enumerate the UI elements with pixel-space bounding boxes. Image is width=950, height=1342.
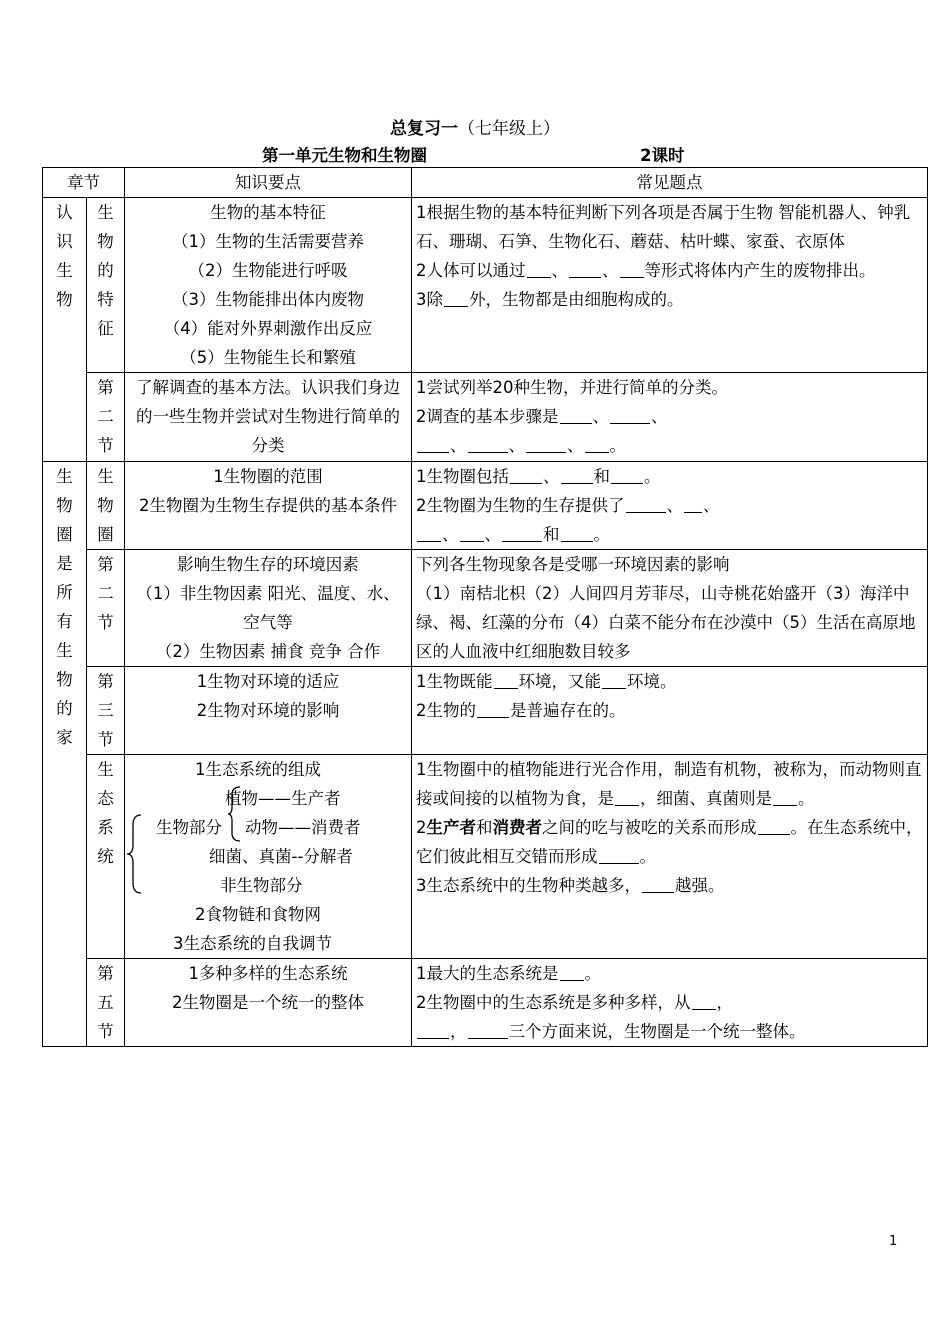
answer-blank	[494, 672, 518, 690]
knowledge-item: 1生物圈的范围	[213, 467, 323, 486]
document-title	[0, 114, 950, 139]
knowledge-item: （3）生物能排出体内废物	[172, 290, 364, 309]
question-text: 3除 外，生物都是由细胞构成的。	[416, 290, 684, 309]
vertical-char: 物	[56, 496, 73, 515]
section-name	[87, 550, 124, 637]
answer-blank	[527, 261, 551, 279]
question-text: 1尝试列举20种生物，并进行简单的分类。	[416, 378, 728, 397]
section-cell	[87, 373, 125, 462]
question-text: 、 、 和 。	[416, 520, 923, 549]
vertical-char: 生	[97, 467, 114, 486]
knowledge-item: 1生物对环境的适应	[196, 672, 340, 691]
section-name	[87, 755, 124, 871]
answer-blank	[684, 496, 702, 514]
questions-cell	[412, 550, 928, 667]
ecosystem-composition	[125, 755, 411, 958]
question-text: 2生物圈中的生态系统是多种多样，从 ，	[416, 993, 733, 1012]
questions-cell	[412, 959, 928, 1047]
knowledge-item: 影响生物生存的环境因素	[177, 555, 359, 574]
knowledge-cell: 了解调查的基本方法。认识我们身边的一些生物并尝试对生物进行简单的分类	[125, 373, 412, 462]
answer-blank	[417, 436, 449, 454]
table-row	[43, 667, 928, 755]
questions-cell	[412, 198, 928, 373]
answer-blank	[773, 789, 797, 807]
title-main: 总复习一	[390, 119, 458, 139]
knowledge-cell	[125, 550, 412, 667]
section-cell	[87, 462, 125, 550]
answer-blank	[561, 467, 593, 485]
question-text: 3生态系统中的生物种类越多， 越强。	[416, 876, 725, 895]
knowledge-item: 植物——生产者	[225, 789, 341, 808]
table-row	[43, 462, 928, 550]
vertical-char: 是	[56, 554, 73, 573]
answer-blank	[468, 436, 508, 454]
vertical-char: 第	[97, 555, 114, 574]
section-name	[87, 667, 124, 754]
vertical-char: 五	[97, 993, 114, 1012]
knowledge-item: 1多种多样的生态系统	[188, 964, 348, 983]
header-knowledge: 知识要点	[125, 168, 412, 198]
chapter2-name	[43, 462, 86, 752]
answer-blank	[611, 467, 643, 485]
vertical-char: 物	[56, 290, 73, 309]
vertical-char: 生	[56, 261, 73, 280]
question-text: 1根据生物的基本特征判断下列各项是否属于生物 智能机器人、钟乳石、珊瑚、石笋、生物化石、蘑菇、枯叶蝶、家蚕、衣原体	[416, 203, 911, 251]
vertical-char: 物	[56, 670, 73, 689]
knowledge-item: （1）非生物因素 阳光、温度、水、空气等	[136, 584, 400, 632]
answer-blank	[502, 525, 542, 543]
knowledge-item: 生物部分	[156, 818, 222, 837]
vertical-char: 统	[97, 847, 114, 866]
section-cell	[87, 959, 125, 1047]
vertical-char: 节	[97, 436, 114, 455]
vertical-char: 的	[56, 699, 73, 718]
chapter-cell-2	[43, 462, 87, 1047]
section-name	[87, 462, 124, 549]
answer-blank	[510, 467, 542, 485]
chapter-cell-1	[43, 198, 87, 462]
questions-cell	[412, 667, 928, 755]
questions-cell	[412, 755, 928, 959]
answer-blank	[642, 876, 674, 894]
question-text: 1最大的生态系统是 。	[416, 964, 601, 983]
unit-title: 第一单元生物和生物圈	[262, 146, 427, 165]
section-cell	[87, 755, 125, 959]
knowledge-cell	[125, 755, 412, 959]
question-text: 下列各生物现象各是受哪一环境因素的影响	[416, 555, 730, 574]
vertical-char: 的	[97, 261, 114, 280]
answer-blank	[626, 496, 666, 514]
vertical-char: 圈	[97, 525, 114, 544]
vertical-char: 节	[97, 1022, 114, 1041]
answer-blank	[585, 436, 609, 454]
answer-blank	[758, 818, 790, 836]
vertical-char: 所	[56, 583, 73, 602]
answer-blank	[417, 525, 441, 543]
answer-blank	[560, 964, 584, 982]
vertical-char: 特	[97, 290, 114, 309]
header-questions: 常见题点	[412, 168, 928, 198]
questions-cell	[412, 462, 928, 550]
knowledge-item: （4）能对外界刺激作出反应	[163, 319, 373, 338]
knowledge-item: （1）生物的生活需要营养	[172, 232, 364, 251]
answer-blank	[460, 525, 484, 543]
section-cell	[87, 667, 125, 755]
vertical-char: 节	[97, 613, 114, 632]
knowledge-cell	[125, 198, 412, 373]
answer-blank	[610, 407, 650, 425]
answer-blank	[526, 436, 566, 454]
answer-blank	[560, 407, 592, 425]
answer-blank	[602, 672, 626, 690]
vertical-char: 系	[97, 818, 114, 837]
outer-brace	[125, 813, 145, 895]
knowledge-cell	[125, 667, 412, 755]
answer-blank	[692, 993, 716, 1011]
vertical-char: 生	[56, 467, 73, 486]
vertical-char: 圈	[56, 525, 73, 544]
answer-blank	[561, 525, 593, 543]
knowledge-item: 动物——消费者	[245, 818, 361, 837]
questions-cell	[412, 373, 928, 462]
knowledge-item: 细菌、真菌--分解者	[209, 847, 353, 866]
title-grade: （七年级上）	[458, 119, 560, 139]
section-cell	[87, 550, 125, 667]
knowledge-item: 非生物部分	[220, 876, 303, 895]
vertical-char: 第	[97, 964, 114, 983]
knowledge-item: 1生态系统的组成	[195, 760, 321, 779]
vertical-char: 二	[97, 584, 114, 603]
knowledge-cell	[125, 959, 412, 1047]
vertical-char: 生	[56, 641, 73, 660]
vertical-char: 物	[97, 232, 114, 251]
question-text: （1）南桔北枳（2）人间四月芳菲尽，山寺桃花始盛开（3）海洋中绿、褐、红藻的分布（4）白菜不能分布在沙漠中（5）生活在高原地区的人血液中红细胞数目较多	[416, 584, 916, 661]
knowledge-item: （2）生物因素 捕食 竞争 合作	[155, 642, 381, 661]
knowledge-item: 3生态系统的自我调节	[173, 934, 332, 953]
knowledge-item: 2生物对环境的影响	[196, 701, 340, 720]
question-text: 、 、 、 。	[416, 431, 923, 460]
vertical-char: 第	[97, 672, 114, 691]
question-text: 2生产者和消费者之间的吃与被吃的关系而形成 。在生态系统中，它们彼此相互交错而形成 。	[416, 818, 923, 866]
page-number: 1	[889, 1234, 898, 1249]
vertical-char: 有	[56, 612, 73, 631]
answer-blank	[444, 290, 468, 308]
table-header-row	[43, 168, 928, 198]
knowledge-cell	[125, 462, 412, 550]
section-name	[87, 373, 124, 460]
question-text: ， 三个方面来说，生物圈是一个统一整体。	[416, 1017, 923, 1046]
answer-blank	[569, 261, 601, 279]
question-text: 1生物既能 环境，又能 环境。	[416, 672, 677, 691]
answer-blank	[477, 701, 509, 719]
answer-blank	[620, 261, 644, 279]
question-text: 1生物圈中的植物能进行光合作用，制造有机物，被称为，而动物则直接或间接的以植物为食，是 ，细菌、真菌则是 。	[416, 760, 922, 808]
vertical-char: 三	[97, 701, 114, 720]
question-text: 2生物圈为生物的生存提供了 、 、	[416, 496, 720, 515]
vertical-char: 物	[97, 496, 114, 515]
vertical-char: 节	[97, 730, 114, 749]
knowledge-item: 2生物圈为生物生存提供的基本条件	[139, 496, 397, 515]
table-row	[43, 959, 928, 1047]
answer-blank	[615, 789, 639, 807]
vertical-char: 家	[56, 728, 73, 747]
vertical-char: 征	[97, 319, 114, 338]
question-text: 2生物的 是普遍存在的。	[416, 701, 626, 720]
vertical-char: 生	[97, 203, 114, 222]
knowledge-item: （2）生物能进行呼吸	[188, 261, 348, 280]
section-name	[87, 198, 124, 343]
table-row	[43, 373, 928, 462]
answer-blank	[417, 1022, 449, 1040]
question-text: 2调查的基本步骤是 、 、	[416, 407, 668, 426]
knowledge-item: 2食物链和食物网	[195, 905, 321, 924]
vertical-char: 二	[97, 407, 114, 426]
chapter1-name	[43, 198, 86, 314]
knowledge-item: 生物的基本特征	[210, 203, 326, 222]
section-name	[87, 959, 124, 1046]
inner-brace	[226, 785, 244, 843]
table-row	[43, 198, 928, 373]
section-cell	[87, 198, 125, 373]
answer-blank	[599, 847, 639, 865]
question-text: 1生物圈包括 、 和 。	[416, 467, 661, 486]
class-hours: 2课时	[640, 146, 685, 165]
vertical-char: 认	[56, 203, 73, 222]
vertical-char: 生	[97, 760, 114, 779]
vertical-char: 识	[56, 232, 73, 251]
answer-blank	[468, 1022, 508, 1040]
review-table	[42, 167, 928, 1047]
header-chapter: 章节	[43, 168, 125, 198]
knowledge-item: （5）生物能生长和繁殖	[180, 348, 356, 367]
knowledge-item: 2生物圈是一个统一的整体	[172, 993, 364, 1012]
vertical-char: 态	[97, 789, 114, 808]
question-text: 2人体可以通过 、 、 等形式将体内产生的废物排出。	[416, 261, 876, 280]
table-row	[43, 755, 928, 959]
vertical-char: 第	[97, 378, 114, 397]
table-row	[43, 550, 928, 667]
